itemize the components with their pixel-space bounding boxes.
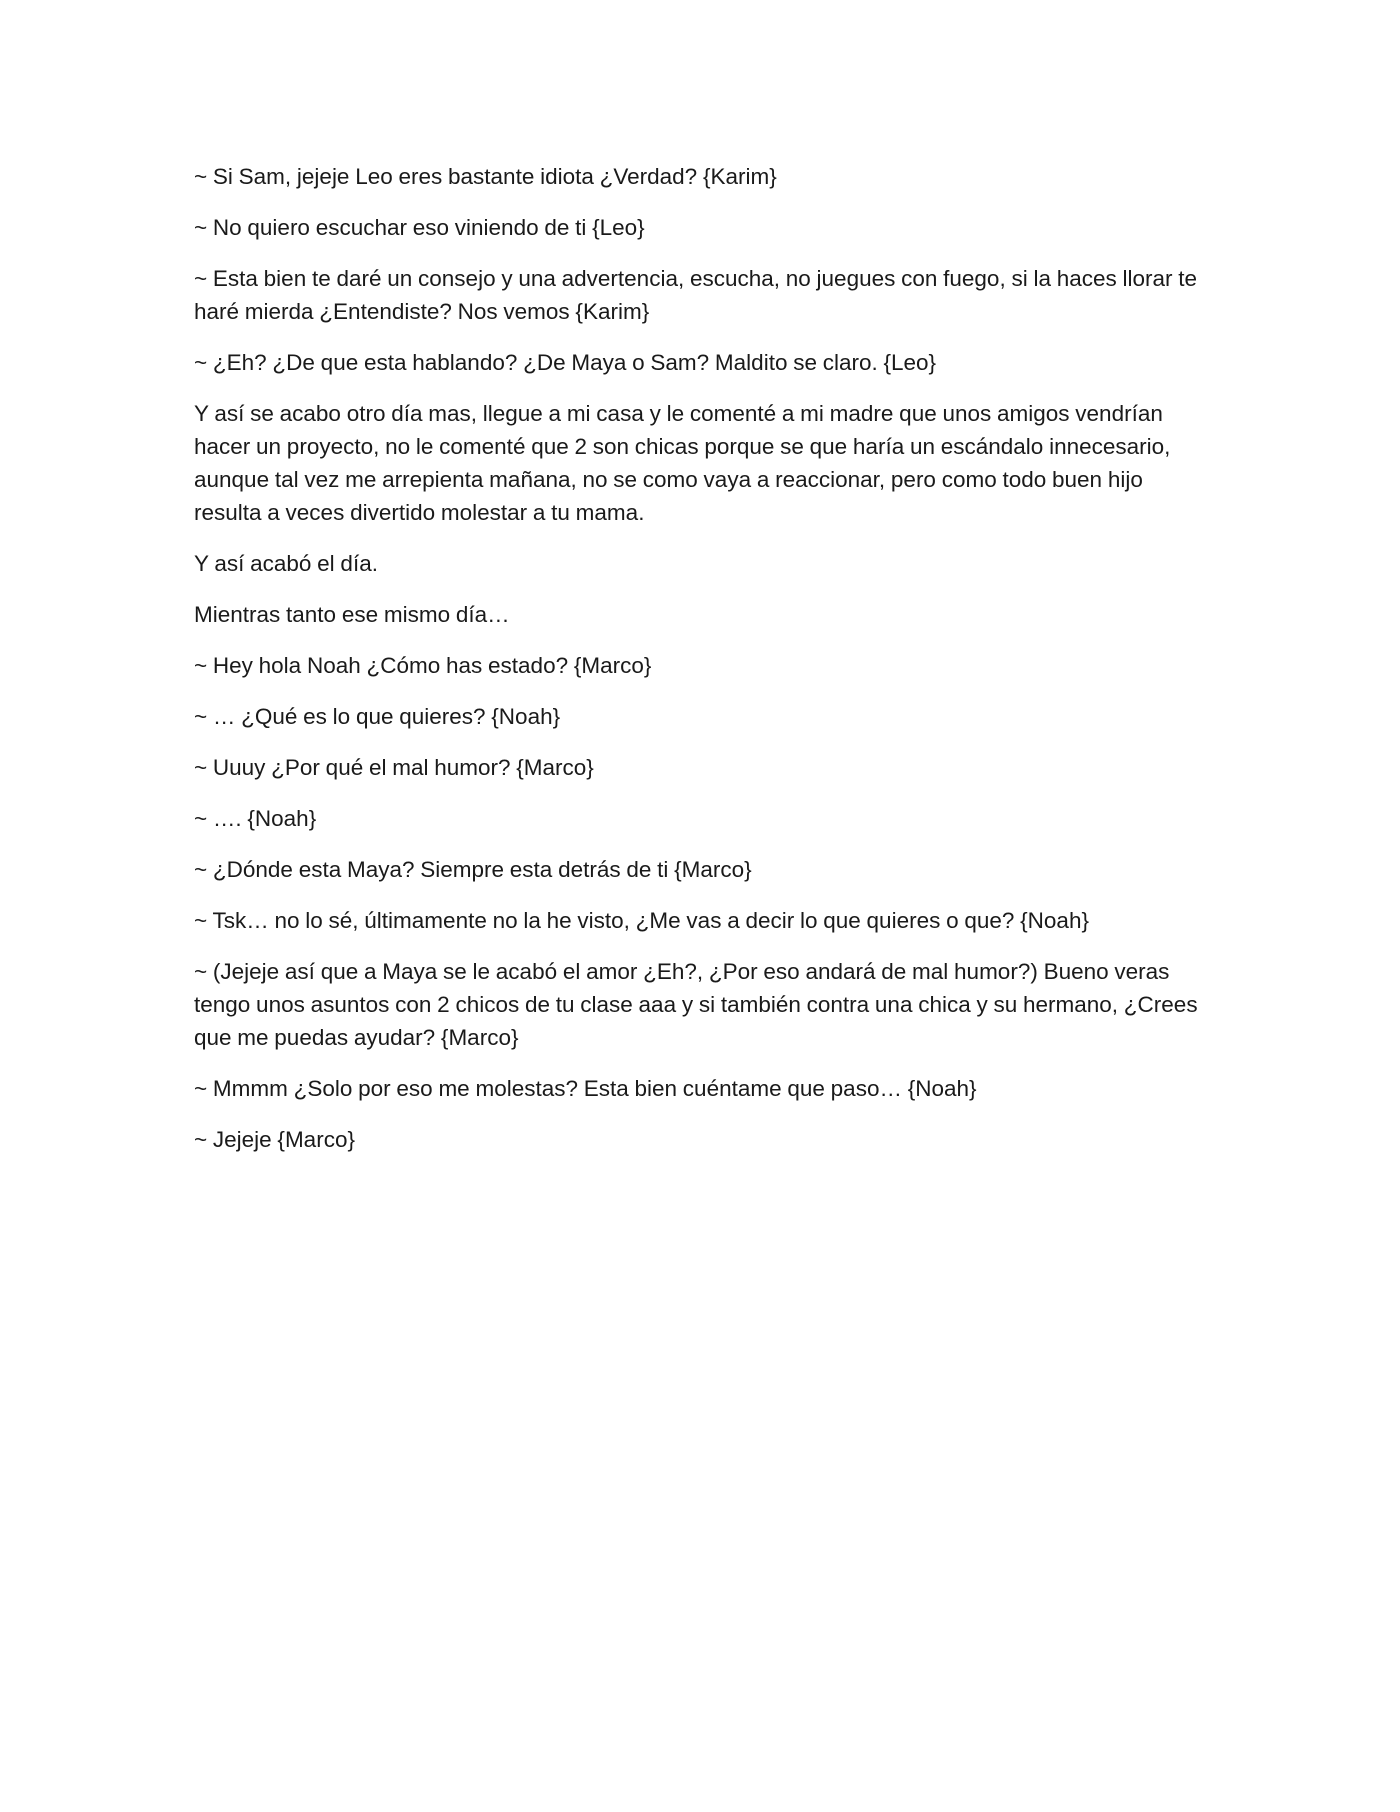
paragraph: ~ Uuuy ¿Por qué el mal humor? {Marco}: [194, 755, 594, 780]
paragraph: ~ … ¿Qué es lo que quieres? {Noah}: [194, 704, 561, 729]
paragraph: ~ Jejeje {Marco}: [194, 1127, 355, 1152]
paragraph: ~ Tsk… no lo sé, últimamente no la he visto, ¿Me vas a decir lo que quieres o que? {Noah}: [194, 908, 1089, 933]
paragraph: ~ Mmmm ¿Solo por eso me molestas? Esta bien cuéntame que paso… {Noah}: [194, 1076, 977, 1101]
paragraph: ~ ¿Eh? ¿De que esta hablando? ¿De Maya o Sam? Maldito se claro. {Leo}: [194, 350, 937, 375]
paragraph: ~ Si Sam, jejeje Leo eres bastante idiota ¿Verdad? {Karim}: [194, 164, 777, 189]
paragraph: ~ Hey hola Noah ¿Cómo has estado? {Marco}: [194, 653, 652, 678]
paragraph: Y así se acabo otro día mas, llegue a mi casa y le comenté a mi madre que unos amigos vendrían hacer un proyecto, no le comenté que 2 son chicas porque se que haría un escándalo innecesario, aunque tal vez me arrepienta mañana, no se como vaya a reaccionar, pero como todo buen hijo resulta a veces divertido molestar a tu mama.: [194, 401, 1171, 525]
paragraph: ~ (Jejeje así que a Maya se le acabó el amor ¿Eh?, ¿Por eso andará de mal humor?) Bueno veras tengo unos asuntos con 2 chicos de tu clase aaa y si también contra una chica y su hermano, ¿Crees que me puedas ayudar? {Marco}: [194, 959, 1198, 1050]
paragraph: ~ ¿Dónde esta Maya? Siempre esta detrás de ti {Marco}: [194, 857, 752, 882]
paragraph: ~ No quiero escuchar eso viniendo de ti {Leo}: [194, 215, 645, 240]
paragraph: Y así acabó el día.: [194, 551, 378, 576]
paragraph: ~ …. {Noah}: [194, 806, 317, 831]
document-body: [194, 160, 1206, 1174]
paragraph: Mientras tanto ese mismo día…: [194, 602, 510, 627]
paragraph: ~ Esta bien te daré un consejo y una advertencia, escucha, no juegues con fuego, si la haces llorar te haré mierda ¿Entendiste? Nos vemos {Karim}: [194, 266, 1198, 324]
